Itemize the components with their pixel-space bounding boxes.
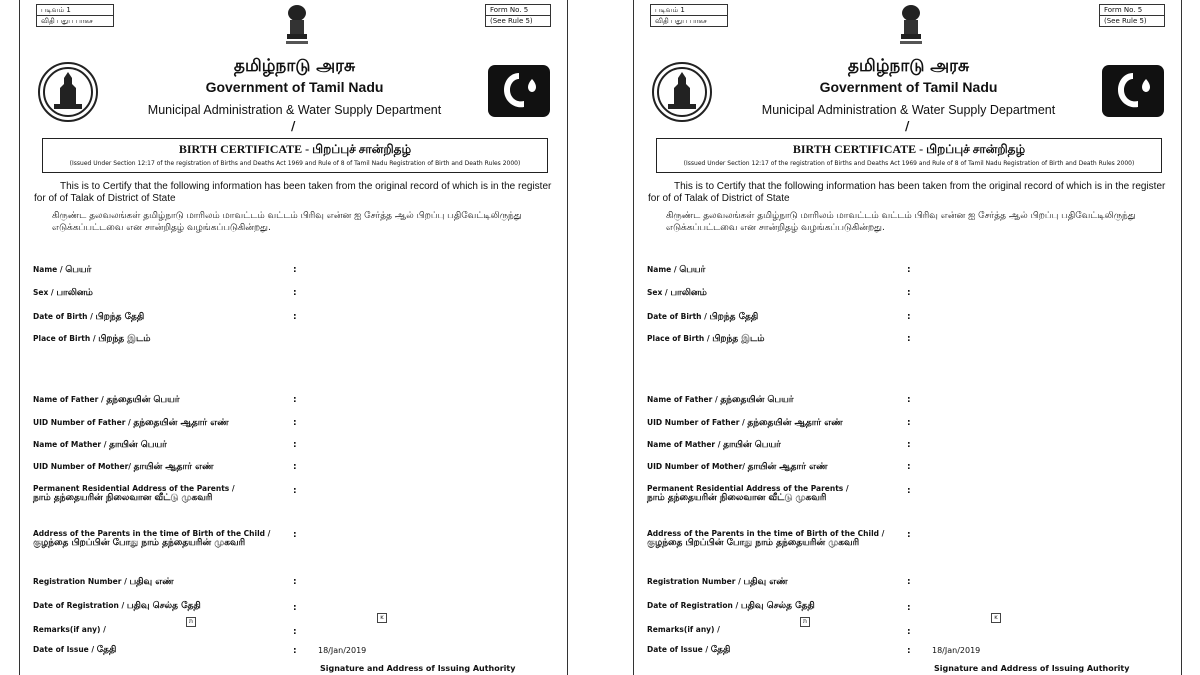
issue-date-value: 18/Jan/2019 [318, 646, 367, 655]
certificate-subtitle: (Issued Under Section 12:17 of the registration of Births and Deaths Act 1969 and Rule of 8 of Tamil Nadu Registration of Birth and Death Rules 2000) [69, 160, 521, 167]
field-issue-date-label: Date of Issue / தேதி [33, 645, 117, 655]
national-emblem-icon [896, 4, 926, 48]
colon: : [907, 395, 911, 405]
form-rule-ta: விதி பதுப பாகச [655, 17, 707, 25]
field-remarks-label: Remarks(if any) / [33, 625, 106, 634]
field-name-label: Name / பெயர் [647, 265, 706, 275]
stamp-mark: ĸ [377, 613, 387, 623]
colon: : [293, 627, 297, 637]
field-permanent-address-label: Permanent Residential Address of the Parents / நாம் தந்தையரின் நிலைவான வீட்டு முகவரி [33, 484, 235, 503]
field-registration-number-label: Registration Number / பதிவு எண் [647, 577, 788, 587]
title-tamil: தமிழ்நாடு அரசு [233, 56, 356, 76]
field-sex-label: Sex / பாலினம் [647, 288, 707, 298]
title-english: Government of Tamil Nadu [819, 79, 998, 95]
slash-mark: / [291, 119, 296, 133]
form-number-en: Form No. 5 [486, 5, 550, 16]
field-mother-uid-label: UID Number of Mother/ தாயின் ஆதார் எண் [647, 462, 828, 472]
colon: : [907, 288, 911, 298]
intro-tamil: கிருண்ட தலவலங்கள் தமிழ்நாடு மாரிலம் மாவட்டம் வட்டம் பிரிவு என்ன ஐ சேர்த்த ஆல் பிறப்பு பதிவேட்டிலிருந்து எடுக்கப்பட்டவை என சான்றிதழ் வழங்கப்படுகின்றது. [666, 211, 1136, 233]
colon: : [293, 265, 297, 275]
form-rule-en: (See Rule 5) [1104, 17, 1147, 25]
field-registration-date-label: Date of Registration / பதிவு செல்த தேதி [33, 601, 201, 611]
department-name: Municipal Administration & Water Supply Department [147, 103, 442, 117]
certificate-subtitle: (Issued Under Section 12:17 of the registration of Births and Deaths Act 1969 and Rule of 8 of Tamil Nadu Registration of Birth and Death Rules 2000) [683, 160, 1135, 167]
field-mother-name-label: Name of Mather / தாயின் பெயர் [33, 440, 167, 450]
stamp-mark: ת [800, 617, 810, 627]
field-registration-number-label: Registration Number / பதிவு எண் [33, 577, 174, 587]
field-birth-address-label: Address of the Parents in the time of Birth of the Child / குழந்தை பிறப்பின் போது நாம் தந்தையரின் முகவரி [33, 529, 271, 548]
certificate-title: BIRTH CERTIFICATE - பிறப்புச் சான்றிதழ் [178, 142, 412, 156]
colon: : [293, 486, 297, 496]
form-number-box-tamil [650, 4, 728, 27]
colon: : [907, 334, 911, 344]
title-english: Government of Tamil Nadu [205, 79, 384, 95]
field-sex-label: Sex / பாலினம் [33, 288, 93, 298]
field-father-name-label: Name of Father / தந்தையின் பெயர் [647, 395, 794, 405]
colon: : [293, 418, 297, 428]
signature-label: Signature and Address of Issuing Authority [320, 664, 516, 673]
colon: : [907, 646, 911, 656]
form-number-box-tamil [36, 4, 114, 27]
certificate-title-box [656, 138, 1162, 173]
colon: : [293, 395, 297, 405]
colon: : [293, 646, 297, 656]
stamp-mark: ת [186, 617, 196, 627]
field-registration-date-label: Date of Registration / பதிவு செல்த தேதி [647, 601, 815, 611]
colon: : [293, 462, 297, 472]
certificate-title-box [42, 138, 548, 173]
field-name-label: Name / பெயர் [33, 265, 92, 275]
colon: : [907, 603, 911, 613]
colon: : [293, 530, 297, 540]
form-number-ta: படிவம் 1 [651, 5, 727, 16]
department-name: Municipal Administration & Water Supply Department [761, 103, 1056, 117]
field-mother-name-label: Name of Mather / தாயின் பெயர் [647, 440, 781, 450]
colon: : [907, 312, 911, 322]
colon: : [293, 577, 297, 587]
slash-mark: / [905, 119, 910, 133]
field-father-name-label: Name of Father / தந்தையின் பெயர் [33, 395, 180, 405]
colon: : [293, 440, 297, 450]
colon: : [907, 627, 911, 637]
intro-tamil: கிருண்ட தலவலங்கள் தமிழ்நாடு மாரிலம் மாவட்டம் வட்டம் பிரிவு என்ன ஐ சேர்த்த ஆல் பிறப்பு பதிவேட்டிலிருந்து எடுக்கப்பட்டவை என சான்றிதழ் வழங்கப்படுகின்றது. [52, 211, 522, 233]
colon: : [907, 418, 911, 428]
certificate-page-left [19, 0, 568, 675]
colon: : [907, 440, 911, 450]
form-number-ta: படிவம் 1 [37, 5, 113, 16]
field-remarks-label: Remarks(if any) / [647, 625, 720, 634]
certificate-title: BIRTH CERTIFICATE - பிறப்புச் சான்றிதழ் [792, 142, 1026, 156]
form-rule-en: (See Rule 5) [490, 17, 533, 25]
field-birth-address-label: Address of the Parents in the time of Birth of the Child / குழந்தை பிறப்பின் போது நாம் தந்தையரின் முகவரி [647, 529, 885, 548]
colon: : [293, 312, 297, 322]
intro-english: This is to Certify that the following information has been taken from the original record of which is in the register for of of Talak of District of State [34, 181, 552, 204]
field-father-uid-label: UID Number of Father / தந்தையின் ஆதார் எண் [33, 418, 229, 428]
title-tamil: தமிழ்நாடு அரசு [847, 56, 970, 76]
colon: : [907, 577, 911, 587]
colon: : [907, 530, 911, 540]
field-permanent-address-label: Permanent Residential Address of the Parents / நாம் தந்தையரின் நிலைவான வீட்டு முகவரி [647, 484, 849, 503]
field-dob-label: Date of Birth / பிறந்த தேதி [647, 312, 759, 322]
certificate-page-right [633, 0, 1182, 675]
form-number-box-english [1099, 4, 1165, 27]
issue-date-value: 18/Jan/2019 [932, 646, 981, 655]
field-father-uid-label: UID Number of Father / தந்தையின் ஆதார் எண் [647, 418, 843, 428]
signature-label: Signature and Address of Issuing Authority [934, 664, 1130, 673]
colon: : [907, 265, 911, 275]
colon: : [293, 603, 297, 613]
form-number-en: Form No. 5 [1100, 5, 1164, 16]
national-emblem-icon [282, 4, 312, 48]
field-issue-date-label: Date of Issue / தேதி [647, 645, 731, 655]
stamp-mark: ĸ [991, 613, 1001, 623]
colon: : [907, 462, 911, 472]
colon: : [907, 486, 911, 496]
form-rule-ta: விதி பதுப பாகச [41, 17, 93, 25]
form-number-box-english [485, 4, 551, 27]
field-mother-uid-label: UID Number of Mother/ தாயின் ஆதார் எண் [33, 462, 214, 472]
field-place-of-birth-label: Place of Birth / பிறந்த இடம் [33, 334, 151, 344]
colon: : [293, 288, 297, 298]
intro-english: This is to Certify that the following information has been taken from the original record of which is in the register for of of Talak of District of State [648, 181, 1166, 204]
field-place-of-birth-label: Place of Birth / பிறந்த இடம் [647, 334, 765, 344]
field-dob-label: Date of Birth / பிறந்த தேதி [33, 312, 145, 322]
